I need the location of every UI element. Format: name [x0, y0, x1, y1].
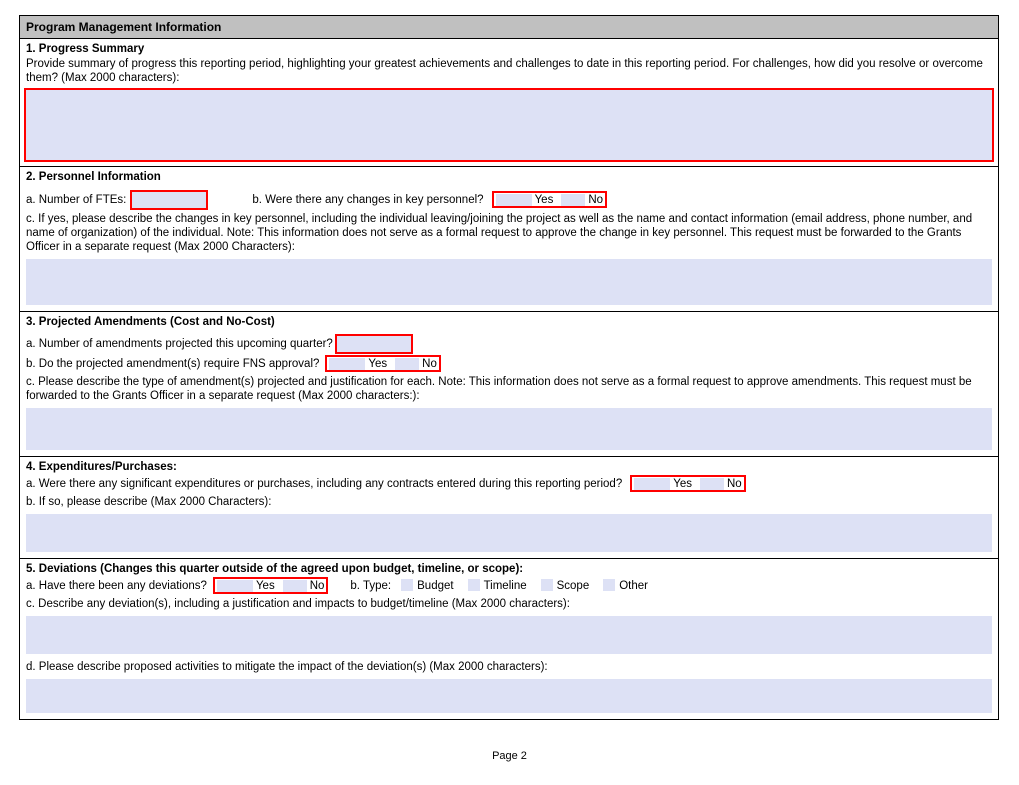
deviations-yes-label: Yes [255, 579, 275, 592]
fte-count-input[interactable] [132, 192, 206, 208]
deviations-row [26, 577, 992, 594]
timeline-checkbox[interactable] [468, 579, 480, 591]
section-personnel-information [20, 167, 998, 312]
fns-approval-yesno-group[interactable] [325, 355, 440, 372]
personnel-row [26, 191, 992, 208]
fns-approval-yes-checkbox[interactable] [329, 358, 365, 370]
budget-label: Budget [417, 580, 454, 593]
section-progress-summary [20, 39, 998, 167]
form-title-bar [20, 16, 998, 39]
section-5-title: 5. Deviations (Changes this quarter outside of the agreed upon budget, timeline, or scope): [26, 563, 524, 576]
section-4-title: 4. Expenditures/Purchases: [26, 461, 177, 474]
expenditures-yes-checkbox[interactable] [634, 478, 670, 490]
section-1-prompt: Provide summary of progress this reporting period, highlighting your greatest achievements and challenges to date in this reporting period. For challenges, how did you resolve or overcome them? (Max 2000 characters): [26, 58, 983, 85]
deviations-no-label: No [309, 579, 325, 592]
key-personnel-yes-label: Yes [534, 193, 554, 206]
deviation-description-textarea[interactable] [26, 616, 992, 654]
section-5c-prompt: c. Describe any deviation(s), including a justification and impacts to budget/timeline (Max 2000 characters): [26, 598, 570, 611]
key-personnel-no-checkbox[interactable] [561, 194, 585, 206]
key-personnel-yes-checkbox[interactable] [496, 194, 532, 206]
deviation-type-scope[interactable] [541, 579, 590, 592]
deviations-yesno-group[interactable] [213, 577, 328, 594]
section-5d-prompt: d. Please describe proposed activities to mitigate the impact of the deviation(s) (Max 2000 characters): [26, 661, 548, 674]
deviation-type-label: b. Type: [350, 579, 392, 592]
fte-count-label: a. Number of FTEs: [26, 193, 127, 206]
amendments-description-textarea[interactable] [26, 408, 992, 450]
fns-approval-no-checkbox[interactable] [395, 358, 419, 370]
timeline-label: Timeline [483, 580, 527, 593]
expenditures-row [26, 475, 992, 492]
deviation-type-timeline[interactable] [468, 579, 527, 592]
section-deviations [20, 559, 998, 719]
fns-approval-row [26, 355, 992, 372]
scope-checkbox[interactable] [541, 579, 553, 591]
fns-approval-yes-label: Yes [368, 357, 388, 370]
expenditures-no-checkbox[interactable] [700, 478, 724, 490]
other-checkbox[interactable] [603, 579, 615, 591]
deviation-type-budget[interactable] [401, 579, 453, 592]
expenditures-description-textarea[interactable] [26, 514, 992, 552]
section-3-title: 3. Projected Amendments (Cost and No-Cost) [26, 316, 275, 329]
expenditures-yes-label: Yes [673, 477, 692, 490]
section-2c-prompt: c. If yes, please describe the changes in key personnel, including the individual leaving/joining the project as well as the name and contact information (email address, phone number, and name of organization) of the individual. Note: This information does not serve as a formal request to approve the change in key personnel. This request must be forwarded to the Grants Officer in a separate request (Max 2000 Characters): [26, 213, 973, 254]
amendments-count-label: a. Number of amendments projected this upcoming quarter? [26, 338, 333, 351]
amendments-count-input[interactable] [337, 336, 411, 352]
page-number: Page 2 [492, 750, 527, 762]
page-title: Program Management Information [26, 20, 222, 34]
scope-label: Scope [556, 580, 590, 593]
deviation-type-other[interactable] [603, 579, 648, 592]
budget-checkbox[interactable] [401, 579, 413, 591]
mitigation-description-textarea[interactable] [26, 679, 992, 713]
deviations-label: a. Have there been any deviations? [26, 579, 207, 592]
program-management-form [19, 15, 999, 720]
section-3c-prompt: c. Please describe the type of amendment(s) projected and justification for each. Note: This information does not serve as a formal request to approve amendments. This request must be forwarded to the Grants Officer in a separate request (Max 2000 characters:): [26, 376, 972, 403]
expenditures-yesno-group[interactable] [630, 475, 745, 492]
key-personnel-change-label: b. Were there any changes in key personnel? [252, 193, 484, 206]
key-personnel-yesno-group[interactable] [492, 191, 607, 208]
fns-approval-no-label: No [422, 357, 437, 370]
amendments-count-row [26, 336, 992, 352]
personnel-changes-textarea[interactable] [26, 259, 992, 305]
section-2-title: 2. Personnel Information [26, 171, 161, 184]
page-footer [0, 750, 1019, 762]
section-expenditures-purchases [20, 457, 998, 559]
key-personnel-no-label: No [588, 193, 604, 206]
expenditures-no-label: No [726, 477, 742, 490]
form-page [19, 15, 997, 720]
section-projected-amendments [20, 312, 998, 457]
progress-summary-textarea[interactable] [26, 90, 992, 160]
other-label: Other [619, 580, 648, 593]
fns-approval-label: b. Do the projected amendment(s) require FNS approval? [26, 357, 320, 370]
section-4b-prompt: b. If so, please describe (Max 2000 Characters): [26, 496, 272, 509]
deviations-yes-checkbox[interactable] [217, 580, 253, 592]
expenditures-label: a. Were there any significant expenditures or purchases, including any contracts entered during this reporting period? [26, 477, 623, 490]
deviations-no-checkbox[interactable] [283, 580, 307, 592]
section-1-title: 1. Progress Summary [26, 43, 145, 55]
